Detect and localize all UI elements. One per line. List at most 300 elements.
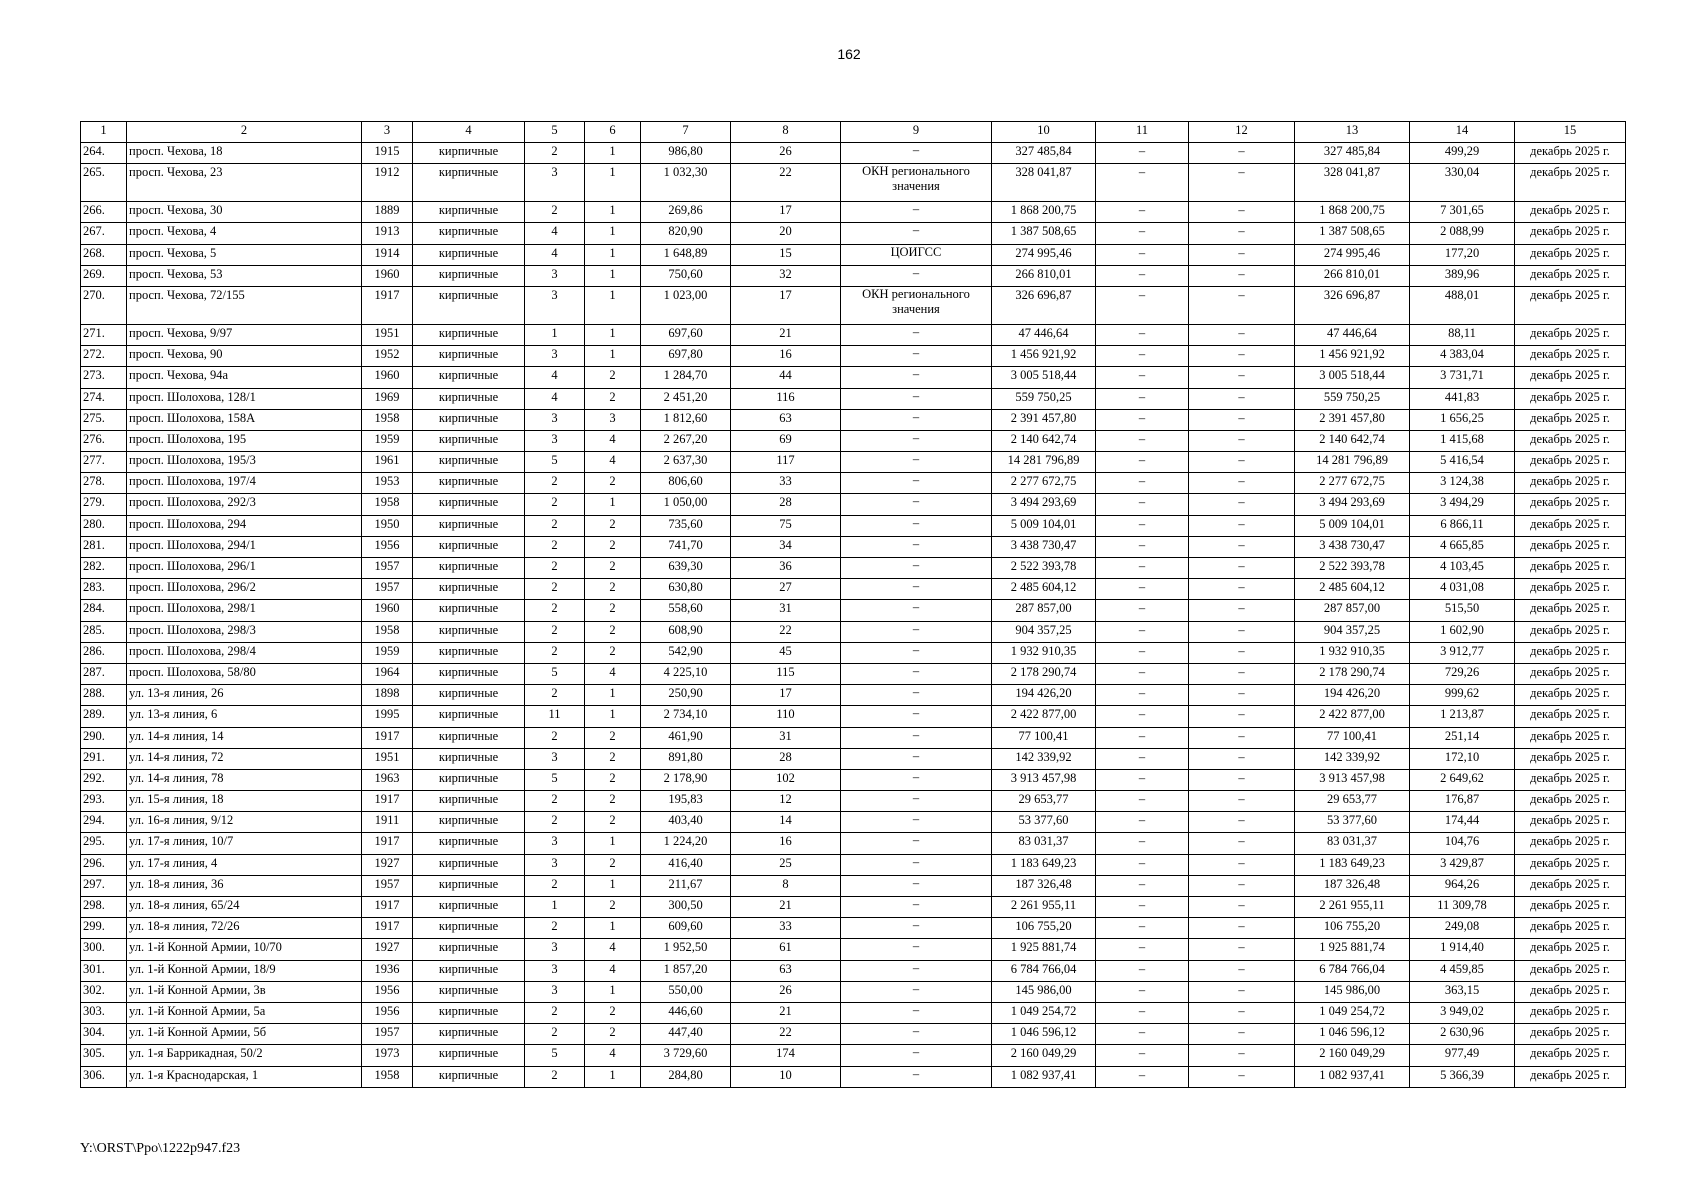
table-cell: 1 (525, 324, 585, 345)
column-header: 11 (1096, 122, 1189, 143)
table-cell: – (1096, 981, 1189, 1002)
table-cell: 2 (585, 1024, 641, 1045)
table-cell: 29 653,77 (1295, 791, 1410, 812)
table-cell: кирпичные (413, 430, 525, 451)
table-cell: 2 178 290,74 (992, 663, 1096, 684)
table-cell: декабрь 2025 г. (1515, 600, 1626, 621)
table-cell: 266. (81, 202, 127, 223)
table-cell: 1 (585, 494, 641, 515)
table-cell: – (1096, 452, 1189, 473)
table-cell: просп. Чехова, 94а (127, 367, 362, 388)
table-cell: просп. Шолохова, 296/2 (127, 579, 362, 600)
table-cell: 1 868 200,75 (992, 202, 1096, 223)
table-cell: декабрь 2025 г. (1515, 164, 1626, 202)
table-cell: – (1189, 854, 1295, 875)
table-cell: 4 (585, 1045, 641, 1066)
table-cell: – (841, 960, 992, 981)
table-cell: 729,26 (1410, 663, 1515, 684)
table-row (81, 265, 1626, 286)
table-cell: 282. (81, 558, 127, 579)
table-cell: 3 (525, 939, 585, 960)
table-cell: 273. (81, 367, 127, 388)
table-cell: кирпичные (413, 324, 525, 345)
table-cell: – (1189, 981, 1295, 1002)
table-cell: 286. (81, 642, 127, 663)
table-cell: 891,80 (641, 748, 731, 769)
table-cell: 1 812,60 (641, 409, 731, 430)
table-cell: – (1189, 388, 1295, 409)
table-cell: 328 041,87 (992, 164, 1096, 202)
table-cell: 195,83 (641, 791, 731, 812)
table-cell: 3 (525, 409, 585, 430)
table-cell: – (841, 202, 992, 223)
table-cell: 83 031,37 (1295, 833, 1410, 854)
column-header: 6 (585, 122, 641, 143)
table-cell: 1958 (362, 494, 413, 515)
table-cell: 2 522 393,78 (992, 558, 1096, 579)
table-cell: 1956 (362, 981, 413, 1002)
table-cell: 249,08 (1410, 918, 1515, 939)
table-cell: 1 932 910,35 (992, 642, 1096, 663)
table-cell: 304. (81, 1024, 127, 1045)
table-row (81, 536, 1626, 557)
table-cell: 1 049 254,72 (992, 1002, 1096, 1023)
table-cell: 2 485 604,12 (992, 579, 1096, 600)
table-cell: кирпичные (413, 748, 525, 769)
table-cell: 697,60 (641, 324, 731, 345)
table-cell: 31 (731, 727, 841, 748)
table-cell: 77 100,41 (992, 727, 1096, 748)
table-cell: декабрь 2025 г. (1515, 265, 1626, 286)
table-cell: 1956 (362, 536, 413, 557)
table-cell: кирпичные (413, 875, 525, 896)
table-cell: 264. (81, 143, 127, 164)
table-row (81, 1002, 1626, 1023)
table-cell: 110 (731, 706, 841, 727)
table-cell: 1927 (362, 939, 413, 960)
table-cell: 2 (585, 367, 641, 388)
table-cell: – (1189, 812, 1295, 833)
table-cell: – (1189, 960, 1295, 981)
table-cell: 277. (81, 452, 127, 473)
table-cell: 6 784 766,04 (1295, 960, 1410, 981)
header-row (81, 122, 1626, 143)
table-cell: 1 183 649,23 (992, 854, 1096, 875)
table-cell: 292. (81, 769, 127, 790)
table-cell: – (1189, 143, 1295, 164)
table-cell: 3 (525, 981, 585, 1002)
table-cell: 88,11 (1410, 324, 1515, 345)
table-cell: 3 (525, 854, 585, 875)
table-cell: 27 (731, 579, 841, 600)
table-cell: 2 (525, 473, 585, 494)
table-cell: просп. Чехова, 90 (127, 346, 362, 367)
table-cell: декабрь 2025 г. (1515, 897, 1626, 918)
table-cell: декабрь 2025 г. (1515, 981, 1626, 1002)
table-cell: 274 995,46 (1295, 244, 1410, 265)
table-row (81, 642, 1626, 663)
table-cell: 280. (81, 515, 127, 536)
table-cell: 45 (731, 642, 841, 663)
table-cell: 4 459,85 (1410, 960, 1515, 981)
table-cell: кирпичные (413, 388, 525, 409)
table-cell: – (1096, 727, 1189, 748)
column-header: 1 (81, 122, 127, 143)
table-cell: 1961 (362, 452, 413, 473)
table-cell: 104,76 (1410, 833, 1515, 854)
table-cell: – (1096, 558, 1189, 579)
table-cell: 266 810,01 (1295, 265, 1410, 286)
table-cell: – (1096, 1002, 1189, 1023)
table-cell: 609,60 (641, 918, 731, 939)
table-cell: 4 (585, 960, 641, 981)
table-cell: 1950 (362, 515, 413, 536)
table-cell: 1913 (362, 223, 413, 244)
table-cell: 211,67 (641, 875, 731, 896)
table-cell: – (1096, 223, 1189, 244)
table-cell: 287 857,00 (992, 600, 1096, 621)
table-cell: – (841, 706, 992, 727)
table-cell: просп. Шолохова, 294 (127, 515, 362, 536)
table-cell: – (1189, 748, 1295, 769)
table-cell: 1 (585, 223, 641, 244)
table-cell: 3 (525, 286, 585, 324)
table-cell: – (1096, 286, 1189, 324)
table-row (81, 1024, 1626, 1045)
table-cell: ул. 14-я линия, 78 (127, 769, 362, 790)
table-cell: просп. Шолохова, 197/4 (127, 473, 362, 494)
table-cell: кирпичные (413, 981, 525, 1002)
table-cell: 3 (525, 346, 585, 367)
table-cell: 2 (585, 621, 641, 642)
table-cell: 1 (585, 164, 641, 202)
table-cell: 441,83 (1410, 388, 1515, 409)
table-row (81, 494, 1626, 515)
table-cell: – (1096, 473, 1189, 494)
table-cell: – (1096, 515, 1189, 536)
table-cell: 296. (81, 854, 127, 875)
table-cell: 142 339,92 (1295, 748, 1410, 769)
table-cell: декабрь 2025 г. (1515, 1066, 1626, 1087)
table-row (81, 164, 1626, 202)
table-cell: 301. (81, 960, 127, 981)
table-cell: – (841, 939, 992, 960)
table-cell: декабрь 2025 г. (1515, 473, 1626, 494)
table-cell: 1 (585, 833, 641, 854)
table-cell: кирпичные (413, 642, 525, 663)
table-cell: просп. Чехова, 53 (127, 265, 362, 286)
table-cell: 1 952,50 (641, 939, 731, 960)
table-cell: 276. (81, 430, 127, 451)
table-cell: – (1189, 515, 1295, 536)
table-cell: – (1096, 833, 1189, 854)
table-cell: 3 913 457,98 (1295, 769, 1410, 790)
table-cell: 403,40 (641, 812, 731, 833)
table-cell: 145 986,00 (1295, 981, 1410, 1002)
table-cell: – (1096, 346, 1189, 367)
table-cell: декабрь 2025 г. (1515, 1045, 1626, 1066)
table-cell: 53 377,60 (1295, 812, 1410, 833)
table-cell: 1959 (362, 642, 413, 663)
column-header: 7 (641, 122, 731, 143)
table-cell: 21 (731, 897, 841, 918)
table-cell: 2 637,30 (641, 452, 731, 473)
table-cell: кирпичные (413, 939, 525, 960)
table-cell: – (841, 727, 992, 748)
table-cell: – (1189, 833, 1295, 854)
table-cell: 2 (585, 854, 641, 875)
column-header: 15 (1515, 122, 1626, 143)
table-cell: просп. Шолохова, 195 (127, 430, 362, 451)
table-cell: – (841, 558, 992, 579)
table-cell: 291. (81, 748, 127, 769)
table-cell: 1 224,20 (641, 833, 731, 854)
table-cell: 1960 (362, 367, 413, 388)
table-cell: декабрь 2025 г. (1515, 346, 1626, 367)
table-cell: ул. 16-я линия, 9/12 (127, 812, 362, 833)
table-cell: кирпичные (413, 918, 525, 939)
table-cell: 550,00 (641, 981, 731, 1002)
table-cell: 1 050,00 (641, 494, 731, 515)
table-cell: просп. Чехова, 30 (127, 202, 362, 223)
table-cell: 2 160 049,29 (992, 1045, 1096, 1066)
table-cell: 1953 (362, 473, 413, 494)
table-cell: декабрь 2025 г. (1515, 854, 1626, 875)
table-cell: – (841, 854, 992, 875)
table-cell: кирпичные (413, 579, 525, 600)
table-cell: 172,10 (1410, 748, 1515, 769)
table-cell: 251,14 (1410, 727, 1515, 748)
table-cell: 2 (585, 600, 641, 621)
table-cell: 194 426,20 (1295, 685, 1410, 706)
table-cell: 115 (731, 663, 841, 684)
table-cell: 5 009 104,01 (1295, 515, 1410, 536)
table-cell: – (1096, 791, 1189, 812)
table-cell: – (1189, 621, 1295, 642)
table-cell: кирпичные (413, 473, 525, 494)
table-cell: кирпичные (413, 960, 525, 981)
table-cell: 1973 (362, 1045, 413, 1066)
table-cell: 194 426,20 (992, 685, 1096, 706)
table-cell: – (841, 473, 992, 494)
table-cell: – (1189, 324, 1295, 345)
table-row (81, 1066, 1626, 1087)
table-cell: ул. 14-я линия, 14 (127, 727, 362, 748)
table-cell: 12 (731, 791, 841, 812)
table-cell: 298. (81, 897, 127, 918)
table-cell: 274 995,46 (992, 244, 1096, 265)
table-cell: декабрь 2025 г. (1515, 706, 1626, 727)
table-cell: 3 438 730,47 (1295, 536, 1410, 557)
table-row (81, 706, 1626, 727)
table-cell: 11 (525, 706, 585, 727)
table-cell: 1959 (362, 430, 413, 451)
table-cell: 2 (525, 918, 585, 939)
table-cell: 363,15 (1410, 981, 1515, 1002)
table-cell: 142 339,92 (992, 748, 1096, 769)
table-cell: кирпичные (413, 791, 525, 812)
table-cell: 559 750,25 (1295, 388, 1410, 409)
table-cell: декабрь 2025 г. (1515, 663, 1626, 684)
table-cell: 278. (81, 473, 127, 494)
table-cell: декабрь 2025 г. (1515, 324, 1626, 345)
table-cell: 4 383,04 (1410, 346, 1515, 367)
table-cell: – (1189, 685, 1295, 706)
table-cell: – (841, 367, 992, 388)
table-cell: 1917 (362, 897, 413, 918)
table-cell: – (841, 265, 992, 286)
table-cell: 964,26 (1410, 875, 1515, 896)
table-cell: – (1096, 265, 1189, 286)
table-cell: просп. Чехова, 9/97 (127, 324, 362, 345)
table-cell: – (841, 833, 992, 854)
table-row (81, 143, 1626, 164)
table-cell: – (1189, 791, 1295, 812)
table-cell: просп. Чехова, 72/155 (127, 286, 362, 324)
table-cell: декабрь 2025 г. (1515, 833, 1626, 854)
table-cell: кирпичные (413, 409, 525, 430)
table-cell: 3 (525, 164, 585, 202)
table-cell: – (1096, 164, 1189, 202)
table-cell: кирпичные (413, 1002, 525, 1023)
table-cell: – (1096, 748, 1189, 769)
table-cell: – (1096, 685, 1189, 706)
table-cell: 3 (585, 409, 641, 430)
table-cell: просп. Шолохова, 58/80 (127, 663, 362, 684)
table-cell: 14 281 796,89 (1295, 452, 1410, 473)
table-cell: 2 (585, 1002, 641, 1023)
table-cell: – (1096, 706, 1189, 727)
table-cell: 2 (525, 600, 585, 621)
table-cell: – (1096, 388, 1189, 409)
table-cell: 330,04 (1410, 164, 1515, 202)
table-cell: – (841, 791, 992, 812)
table-cell: 1917 (362, 791, 413, 812)
table-cell: 1 925 881,74 (992, 939, 1096, 960)
table-cell: – (1096, 143, 1189, 164)
table-cell: кирпичные (413, 706, 525, 727)
table-cell: ул. 1-й Конной Армии, 10/70 (127, 939, 362, 960)
table-cell: 2 485 604,12 (1295, 579, 1410, 600)
column-header: 2 (127, 122, 362, 143)
table-cell: 904 357,25 (1295, 621, 1410, 642)
table-cell: просп. Чехова, 23 (127, 164, 362, 202)
table-cell: 2 (525, 727, 585, 748)
table-cell: – (841, 812, 992, 833)
table-cell: – (1096, 939, 1189, 960)
table-cell: 1 (585, 143, 641, 164)
table-cell: просп. Шолохова, 128/1 (127, 388, 362, 409)
column-header: 5 (525, 122, 585, 143)
table-cell: декабрь 2025 г. (1515, 244, 1626, 265)
table-cell: – (1096, 409, 1189, 430)
table-cell: – (1096, 769, 1189, 790)
table-cell: – (1189, 265, 1295, 286)
table-cell: 293. (81, 791, 127, 812)
table-cell: 3 429,87 (1410, 854, 1515, 875)
table-cell: 269,86 (641, 202, 731, 223)
table-cell: 2 088,99 (1410, 223, 1515, 244)
table-cell: – (1189, 579, 1295, 600)
table-cell: декабрь 2025 г. (1515, 1024, 1626, 1045)
table-row (81, 202, 1626, 223)
table-cell: 1 (525, 897, 585, 918)
table-cell: кирпичные (413, 1066, 525, 1087)
table-cell: – (1189, 223, 1295, 244)
table-cell: 102 (731, 769, 841, 790)
table-cell: – (1096, 579, 1189, 600)
table-cell: – (1096, 918, 1189, 939)
table-cell: 10 (731, 1066, 841, 1087)
table-cell: кирпичные (413, 265, 525, 286)
table-cell: 14 281 796,89 (992, 452, 1096, 473)
table-cell: кирпичные (413, 769, 525, 790)
table-row (81, 812, 1626, 833)
table-cell: 3 731,71 (1410, 367, 1515, 388)
table-cell: – (1096, 1066, 1189, 1087)
table-cell: 34 (731, 536, 841, 557)
table-cell: 1 (585, 202, 641, 223)
table-cell: просп. Шолохова, 292/3 (127, 494, 362, 515)
table-cell: 61 (731, 939, 841, 960)
table-cell: просп. Шолохова, 296/1 (127, 558, 362, 579)
table-cell: – (841, 324, 992, 345)
table-cell: 53 377,60 (992, 812, 1096, 833)
table-cell: декабрь 2025 г. (1515, 791, 1626, 812)
table-cell: декабрь 2025 г. (1515, 939, 1626, 960)
table-cell: декабрь 2025 г. (1515, 727, 1626, 748)
table-cell: 1960 (362, 265, 413, 286)
table-cell: 294. (81, 812, 127, 833)
table-cell: 1927 (362, 854, 413, 875)
table-cell: 1957 (362, 558, 413, 579)
table-cell: 284,80 (641, 1066, 731, 1087)
table-cell: – (1096, 812, 1189, 833)
table-cell: – (1096, 960, 1189, 981)
table-cell: 1 082 937,41 (1295, 1066, 1410, 1087)
table-cell: декабрь 2025 г. (1515, 143, 1626, 164)
table-cell: 2 (585, 473, 641, 494)
table-row (81, 1045, 1626, 1066)
table-cell: 2 (525, 579, 585, 600)
table-row (81, 324, 1626, 345)
table-cell: 1915 (362, 143, 413, 164)
table-cell: 1 656,25 (1410, 409, 1515, 430)
table-cell: 1912 (362, 164, 413, 202)
table-cell: 608,90 (641, 621, 731, 642)
table-cell: 3 (525, 265, 585, 286)
table-cell: 1 023,00 (641, 286, 731, 324)
table-cell: 1 049 254,72 (1295, 1002, 1410, 1023)
table-row (81, 223, 1626, 244)
table-cell: 806,60 (641, 473, 731, 494)
table-cell: 16 (731, 346, 841, 367)
table-cell: 3 005 518,44 (992, 367, 1096, 388)
table-cell: ул. 1-я Баррикадная, 50/2 (127, 1045, 362, 1066)
table-cell: – (1189, 769, 1295, 790)
housing-register-table (80, 121, 1626, 1088)
table-cell: 69 (731, 430, 841, 451)
table-cell: ул. 1-й Конной Армии, 5б (127, 1024, 362, 1045)
table-cell: кирпичные (413, 452, 525, 473)
table-cell: 2 (585, 388, 641, 409)
table-cell: 1958 (362, 621, 413, 642)
table-cell: 4 (525, 367, 585, 388)
table-cell: 5 (525, 769, 585, 790)
table-cell: 2 422 877,00 (1295, 706, 1410, 727)
table-cell: 2 267,20 (641, 430, 731, 451)
table-cell: кирпичные (413, 1045, 525, 1066)
